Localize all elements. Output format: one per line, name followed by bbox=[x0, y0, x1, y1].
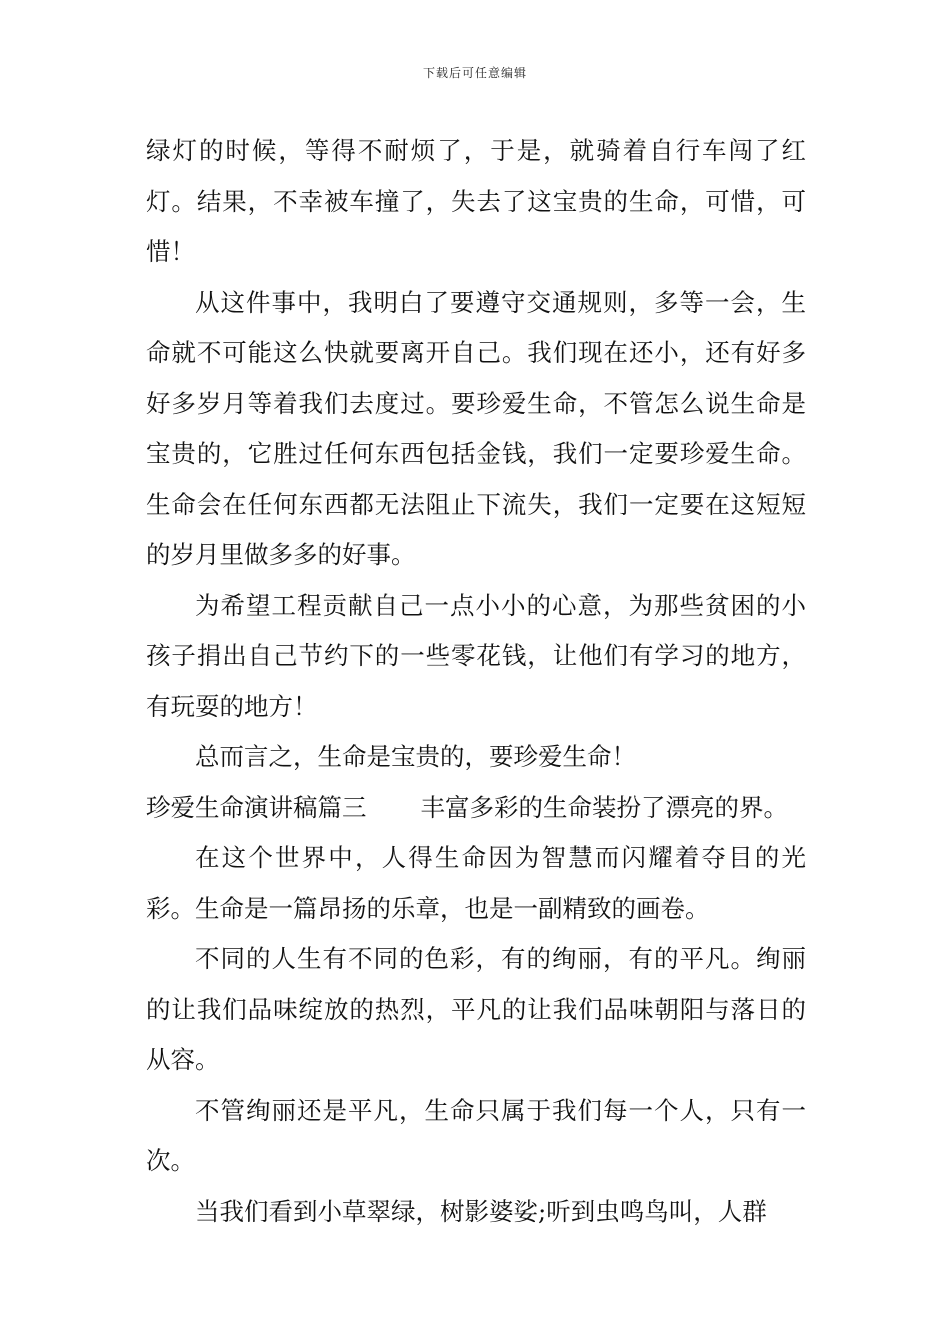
paragraph-1: 绿灯的时候，等得不耐烦了，于是，就骑着自行车闯了红灯。结果，不幸被车撞了，失去了这宝贵的生命，可惜，可惜！ bbox=[146, 136, 806, 266]
section-heading bbox=[146, 783, 806, 834]
document-body bbox=[146, 126, 806, 1237]
paragraph-3: 为希望工程贡献自己一点小小的心意，为那些贫困的小孩子捐出自己节约下的一些零花钱，让他们有学习的地方，有玩耍的地方！ bbox=[146, 590, 806, 721]
paragraph-2: 从这件事中，我明白了要遵守交通规则，多等一会，生命就不可能这么快就要离开自己。我们现在还小，还有好多好多岁月等着我们去度过。要珍爱生命，不管怎么说生命是宝贵的，它胜过任何东西包括金钱，我们一定要珍爱生命。生命会在任何东西都无法阻止下流失，我们一定要在这短短的岁月里做多多的好事。 bbox=[146, 287, 806, 569]
paragraph-6: 不同的人生有不同的色彩，有的绚丽，有的平凡。绚丽的让我们品味绽放的热烈，平凡的让我们品味朝阳与落日的从容。 bbox=[146, 944, 806, 1074]
section-title: 珍爱生命演讲稿篇三 bbox=[146, 792, 367, 822]
section-lead-text: 丰富多彩的生命装扮了漂亮的界。 bbox=[420, 792, 788, 822]
paragraph-7: 不管绚丽还是平凡，生命只属于我们每一个人，只有一次。 bbox=[146, 1095, 806, 1175]
page-header: 下载后可任意编辑 bbox=[422, 66, 527, 80]
paragraph-8: 当我们看到小草翠绿，树影婆娑;听到虫鸣鸟叫，人群 bbox=[195, 1196, 767, 1226]
paragraph-5: 在这个世界中，人得生命因为智慧而闪耀着夺目的光彩。生命是一篇昂扬的乐章，也是一副精致的画卷。 bbox=[146, 843, 806, 923]
paragraph-4: 总而言之，生命是宝贵的，要珍爱生命！ bbox=[195, 742, 636, 771]
